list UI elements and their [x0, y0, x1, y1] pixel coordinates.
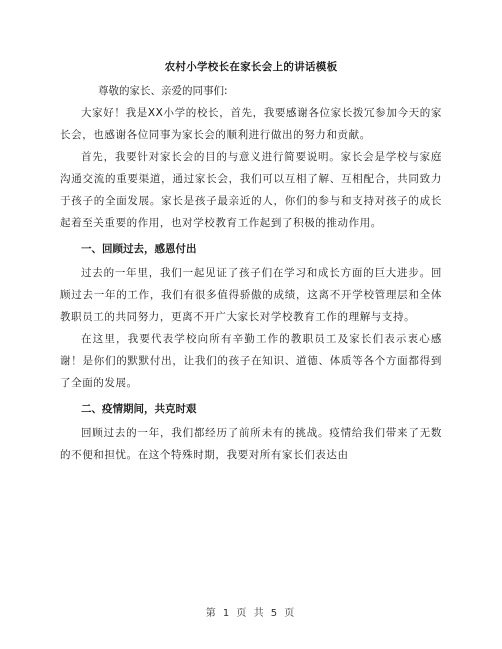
document-title: 农村小学校长在家长会上的讲话模板 [164, 61, 338, 73]
intro-paragraph: 首先，我要针对家长会的目的与意义进行简要说明。家长会是学校与家庭沟通交流的重要渠道，通过家长会，我们可以互相了解、互相配合，共同致力于孩子的全面发展。家长是孩子最亲近的人，你们的参与和支持对孩子的成长起着至关重要的作用，也对学校教育工作起到了积极的推动作用。 [60, 151, 442, 229]
section1-paragraph-1: 过去的一年里，我们一起见证了孩子们在学习和成长方面的巨大进步。回顾过去一年的工作，我们有很多值得骄傲的成绩，这离不开学校管理层和全体教职员工的共同努力，更离不开广大家长对学校教育工作的理解与支持。 [60, 267, 442, 323]
document-body [60, 60, 442, 466]
section2-paragraph-1: 回顾过去的一年，我们都经历了前所未有的挑战。疫情给我们带来了无数的不便和担忧。在这个特殊时期，我要对所有家长们表达由 [60, 427, 442, 461]
section1-heading: 一、回顾过去，感恩付出 [81, 243, 197, 255]
greeting-paragraph: 大家好！我是XX小学的校长，首先，我要感谢各位家长拨冗参加今天的家长会，也感谢各位同事为家长会的顺利进行做出的努力和贡献。 [60, 107, 442, 141]
section2-heading: 二、疫情期间，共克时艰 [81, 403, 197, 415]
section1-paragraph-2: 在这里，我要代表学校向所有辛勤工作的教职员工及家长们表示衷心感谢！是你们的默默付出，让我们的孩子在知识、道德、体质等各个方面都得到了全面的发展。 [60, 333, 442, 389]
page-number-footer: 第 1 页 共 5 页 [205, 608, 297, 619]
salutation: 尊敬的家长、亲爱的同事们: [98, 85, 228, 97]
